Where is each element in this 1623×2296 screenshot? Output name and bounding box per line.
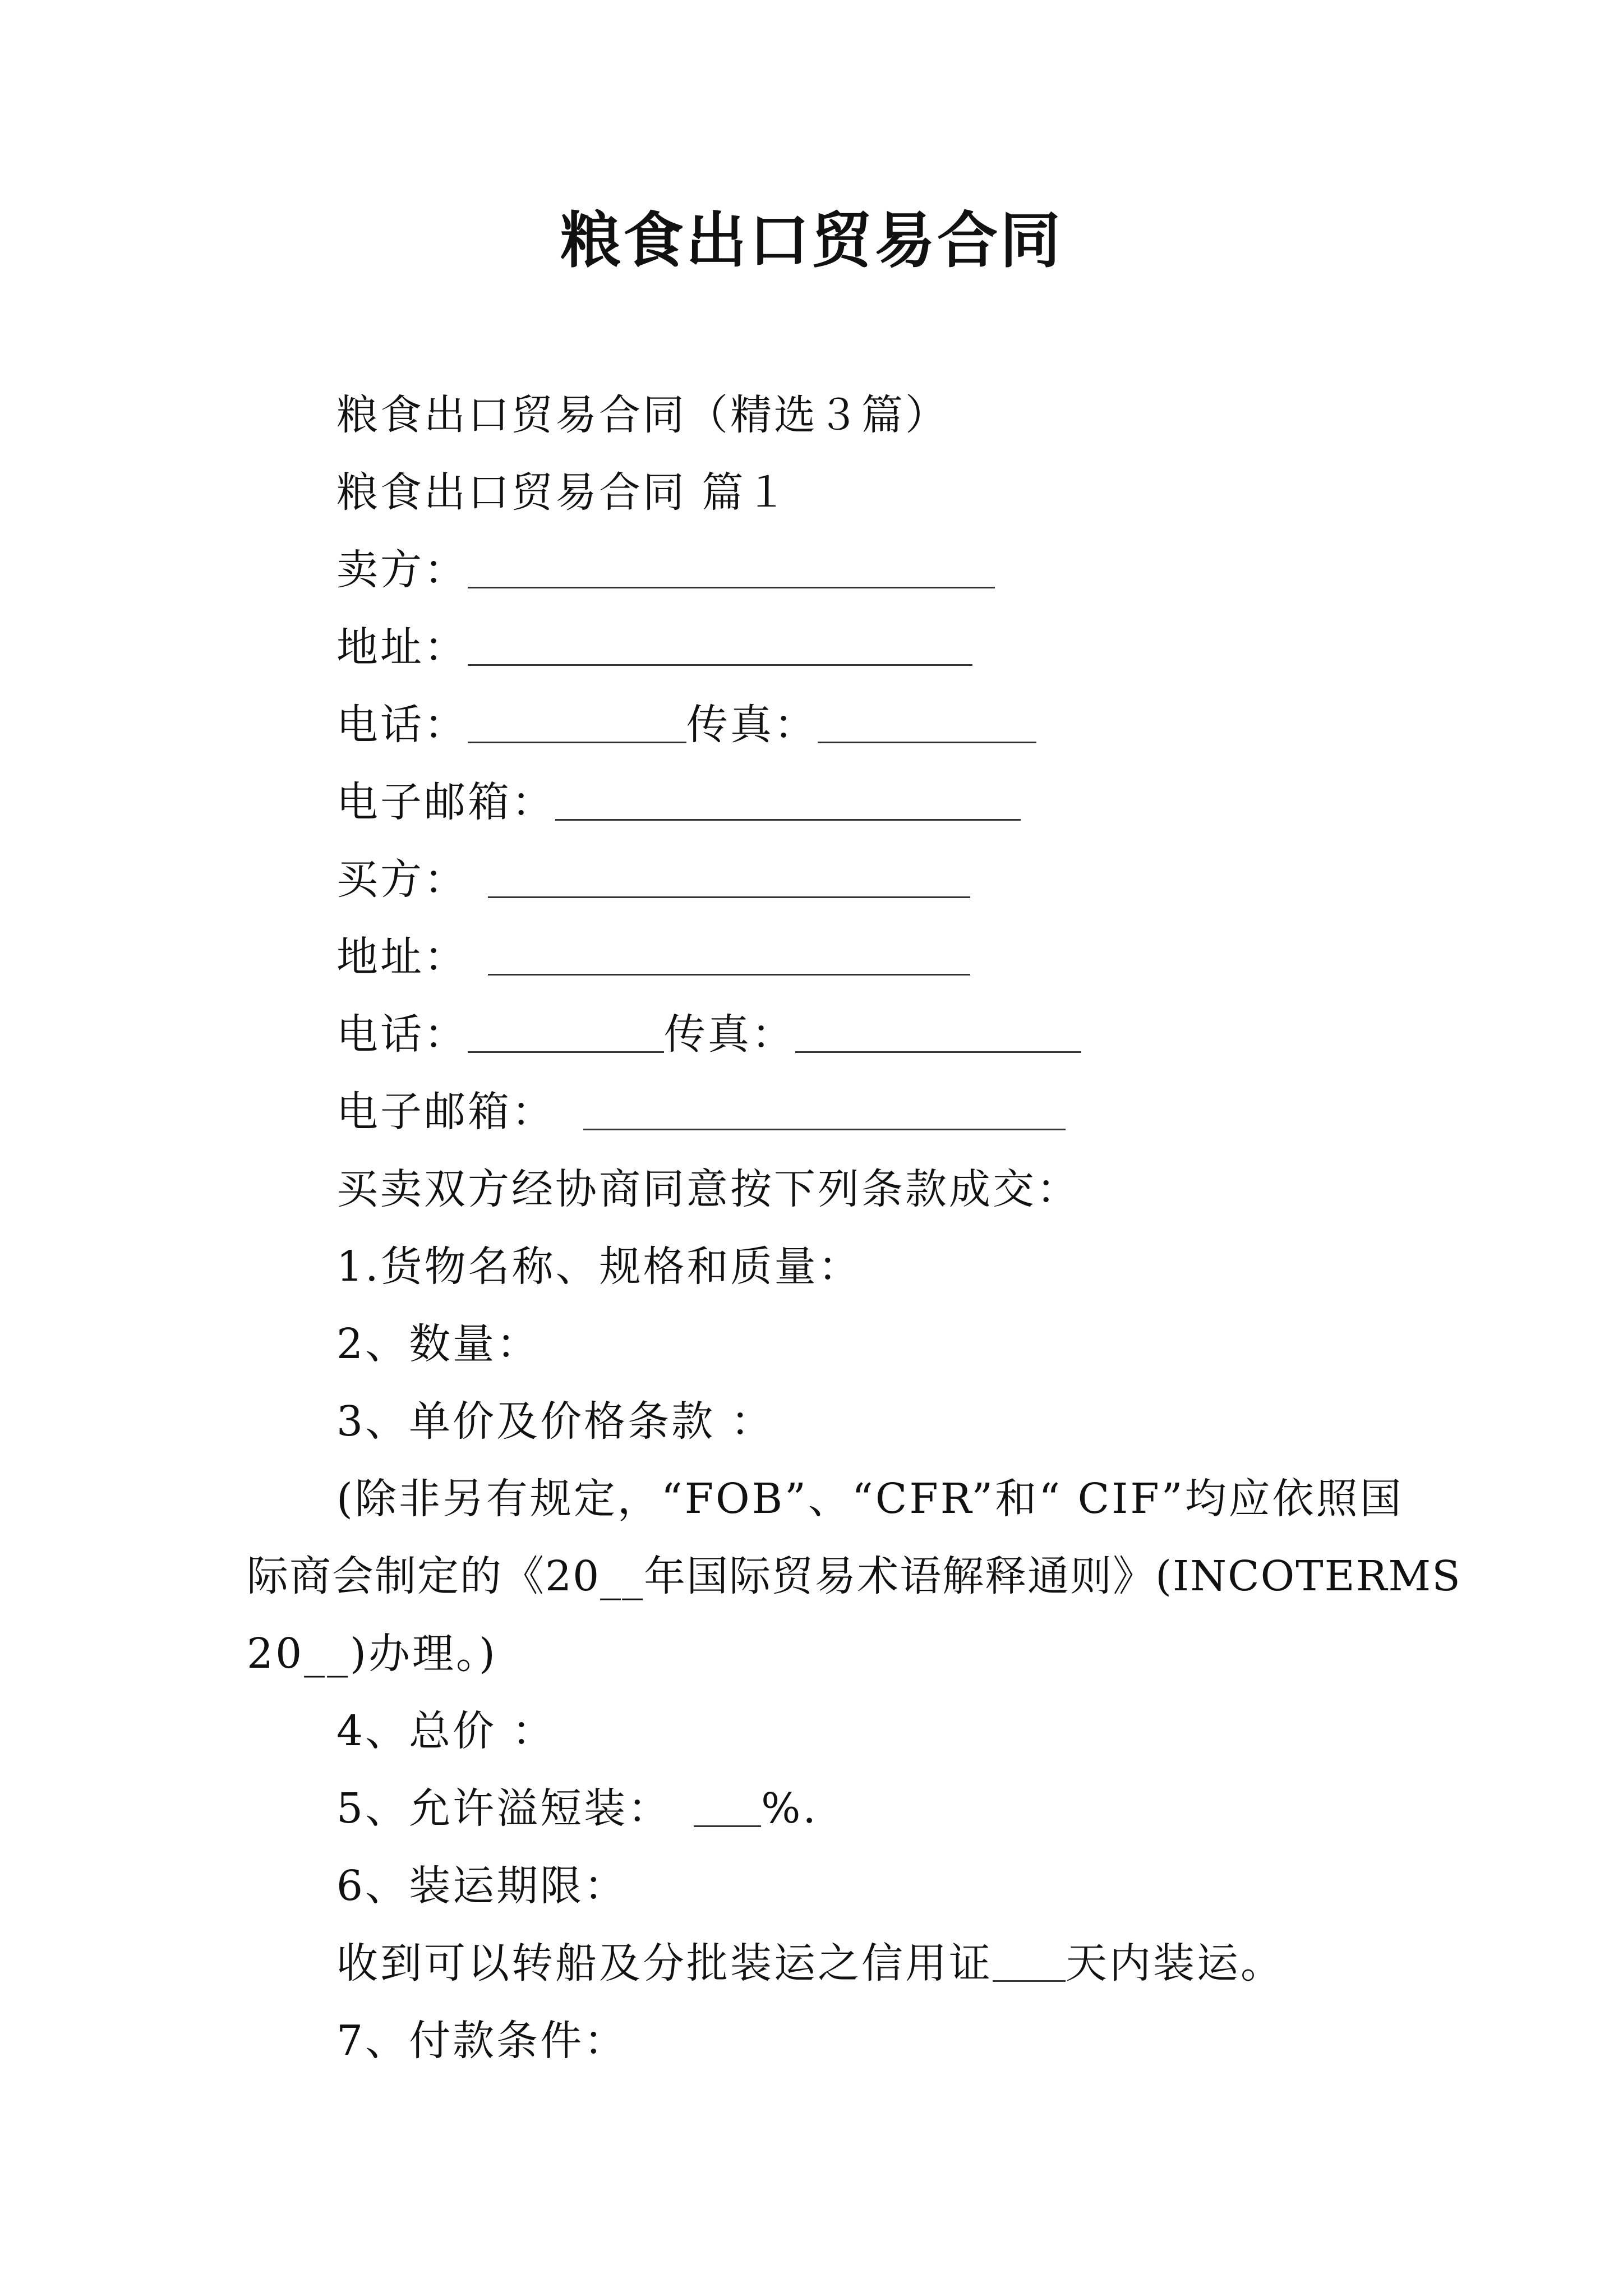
seller-phone-label: 电话： xyxy=(336,701,468,749)
buyer-email-blank[interactable] xyxy=(583,1089,1066,1130)
seller-row xyxy=(336,542,995,598)
clause-5-label: 5、允许溢短装： xyxy=(336,1784,672,1833)
buyer-fax-blank[interactable] xyxy=(795,1012,1081,1053)
document-subtitle: 粮食出口贸易合同（精选３篇） xyxy=(336,391,949,439)
buyer-row xyxy=(336,852,970,908)
seller-phone-row xyxy=(336,697,1036,753)
clause-6-detail-row xyxy=(336,1935,1284,1991)
seller-fax-label: 传真： xyxy=(686,701,818,749)
clause-5-suffix: %. xyxy=(761,1784,818,1833)
clause-6-detail-prefix: 收到可以转船及分批装运之信用证 xyxy=(336,1939,993,1987)
buyer-phone-row xyxy=(336,1006,1081,1062)
clause-2: 2、数量： xyxy=(336,1320,541,1368)
seller-phone-blank[interactable] xyxy=(468,702,686,743)
buyer-blank[interactable] xyxy=(488,857,970,898)
clause-3-note-line-2: 际商会制定的《20__年国际贸易术语解释通则》(INCOTERMS xyxy=(247,1552,1461,1600)
buyer-email-label: 电子邮箱： xyxy=(336,1088,555,1136)
clause-6-blank[interactable] xyxy=(993,1941,1066,1982)
buyer-fax-label: 传真： xyxy=(664,1010,795,1059)
clause-4: 4、总价 ： xyxy=(336,1707,556,1755)
seller-address-row xyxy=(336,619,972,675)
buyer-email-row xyxy=(336,1084,1066,1140)
clause-3-note-line-1: (除非另有规定，“FOB”、“CFR”和“ CIF”均应依照国 xyxy=(336,1475,1404,1523)
seller-email-row xyxy=(336,774,1021,830)
buyer-address-label: 地址： xyxy=(336,933,468,981)
buyer-address-row xyxy=(336,929,970,985)
clause-3: 3、单价及价格条款 ： xyxy=(336,1397,774,1446)
clause-6: 6、装运期限： xyxy=(336,1862,628,1910)
clause-5-blank[interactable] xyxy=(694,1786,761,1827)
seller-fax-blank[interactable] xyxy=(818,702,1036,743)
seller-label: 卖方： xyxy=(336,546,468,594)
agreement-intro: 买卖双方经协商同意按下列条款成交： xyxy=(336,1165,1080,1213)
clause-3-note-line-3: 20__)办理。) xyxy=(247,1630,497,1678)
section-heading: 粮食出口贸易合同 篇１ xyxy=(336,468,790,517)
buyer-label: 买方： xyxy=(336,855,468,904)
seller-email-label: 电子邮箱： xyxy=(336,778,555,826)
clause-1: 1.货物名称、规格和质量： xyxy=(336,1243,862,1291)
clause-6-detail-suffix: 天内装运。 xyxy=(1066,1939,1284,1987)
buyer-phone-blank[interactable] xyxy=(468,1012,664,1053)
seller-email-blank[interactable] xyxy=(555,780,1021,821)
seller-address-label: 地址： xyxy=(336,623,468,671)
seller-blank[interactable] xyxy=(468,547,995,588)
clause-7: 7、付款条件： xyxy=(336,2017,628,2065)
seller-address-blank[interactable] xyxy=(468,625,972,666)
buyer-phone-label: 电话： xyxy=(336,1010,468,1059)
buyer-address-blank[interactable] xyxy=(488,935,970,976)
document-title: 粮食出口贸易合同 xyxy=(560,206,1063,276)
clause-5-row xyxy=(336,1780,818,1837)
